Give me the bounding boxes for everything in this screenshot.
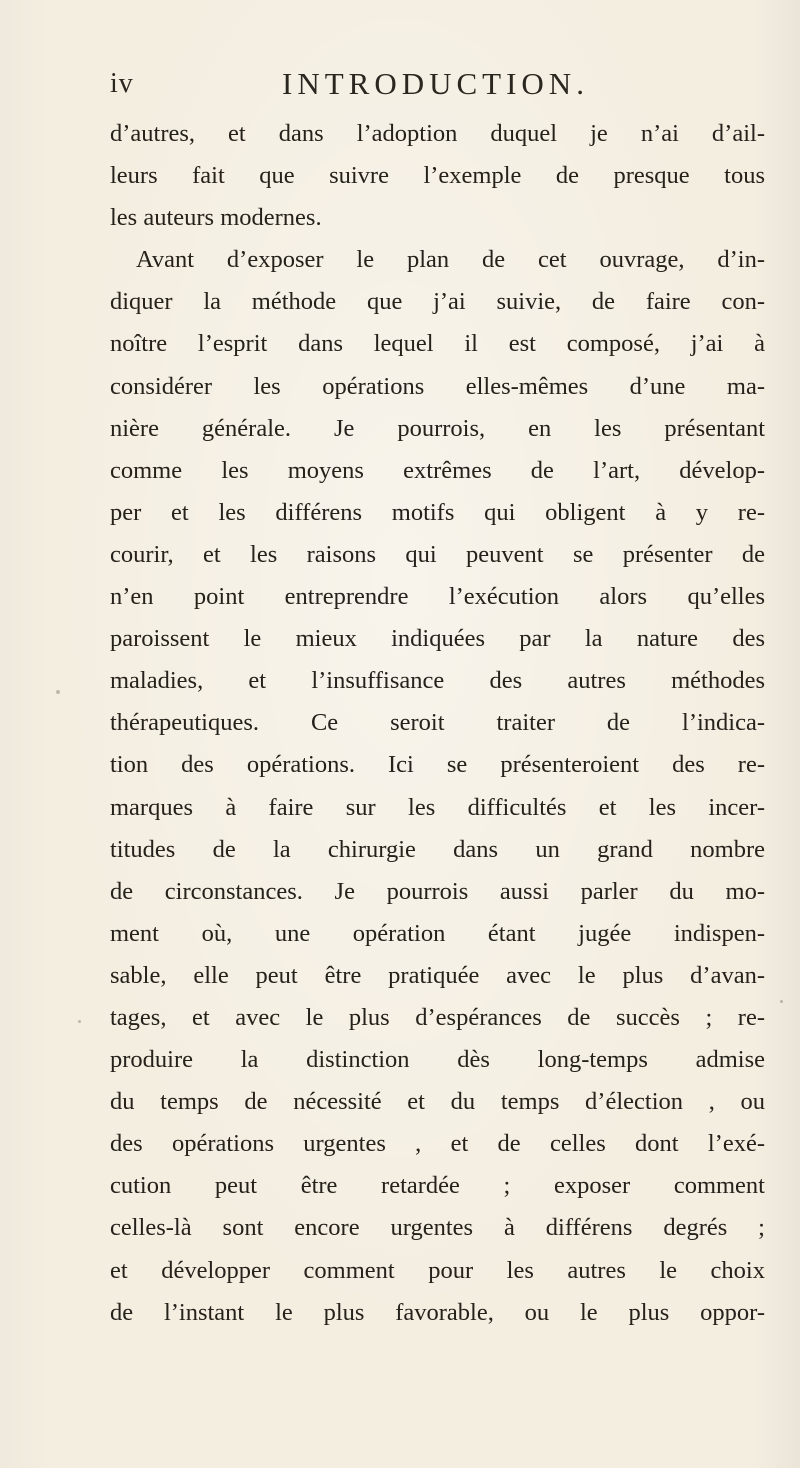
running-head: INTRODUCTION. xyxy=(282,66,589,101)
text-line: tion des opérations. Ici se présenteroient des re- xyxy=(110,751,765,779)
text-line: leurs fait que suivre l’exemple de presque tous xyxy=(110,162,765,190)
text-line: paroissent le mieux indiquées par la nature des xyxy=(110,625,765,653)
paper-speck xyxy=(78,1020,81,1023)
text-line: cution peut être retardée ; exposer comment xyxy=(110,1172,765,1200)
text-line: ment où, une opération étant jugée indispen- xyxy=(110,919,765,947)
text-line: produire la distinction dès long-temps admise xyxy=(110,1046,765,1074)
text-line: thérapeutiques. Ce seroit traiter de l’indica- xyxy=(110,709,765,737)
paper-speck xyxy=(780,1000,783,1003)
text-line: considérer les opérations elles-mêmes d’une ma- xyxy=(110,372,765,400)
text-line: comme les moyens extrêmes de l’art, dévelop- xyxy=(110,456,765,484)
text-line: sable, elle peut être pratiquée avec le plus d’avan- xyxy=(110,961,765,989)
paper-speck xyxy=(56,690,60,694)
text-line: Avant d’exposer le plan de cet ouvrage, d’in- xyxy=(136,246,765,274)
text-line: marques à faire sur les difficultés et les incer- xyxy=(110,793,765,821)
text-line: tages, et avec le plus d’espérances de succès ; re- xyxy=(110,1003,765,1031)
page-number: iv xyxy=(110,68,134,99)
text-line: per et les différens motifs qui obligent à y re- xyxy=(110,498,765,526)
text-line: de circonstances. Je pourrois aussi parler du mo- xyxy=(110,877,765,905)
text-line: du temps de nécessité et du temps d’élection , ou xyxy=(110,1088,765,1116)
page-header xyxy=(110,60,750,110)
text-line: et développer comment pour les autres le choix xyxy=(110,1256,765,1284)
text-line: maladies, et l’insuffisance des autres méthodes xyxy=(110,667,765,695)
text-line: nière générale. Je pourrois, en les présentant xyxy=(110,414,765,442)
text-line: des opérations urgentes , et de celles dont l’exé- xyxy=(110,1130,765,1158)
text-line: de l’instant le plus favorable, ou le plus oppor- xyxy=(110,1298,765,1326)
text-line: diquer la méthode que j’ai suivie, de faire con- xyxy=(110,288,765,316)
body-text xyxy=(110,113,765,1334)
text-line: celles-là sont encore urgentes à différens degrés ; xyxy=(110,1214,765,1242)
text-line: titudes de la chirurgie dans un grand nombre xyxy=(110,835,765,863)
text-line: noître l’esprit dans lequel il est composé, j’ai à xyxy=(110,330,765,358)
text-line: courir, et les raisons qui peuvent se présenter de xyxy=(110,540,765,568)
text-line: n’en point entreprendre l’exécution alors qu’elles xyxy=(110,583,765,611)
text-line: d’autres, et dans l’adoption duquel je n’ai d’ail- xyxy=(110,120,765,147)
text-line: les auteurs modernes. xyxy=(110,204,322,232)
